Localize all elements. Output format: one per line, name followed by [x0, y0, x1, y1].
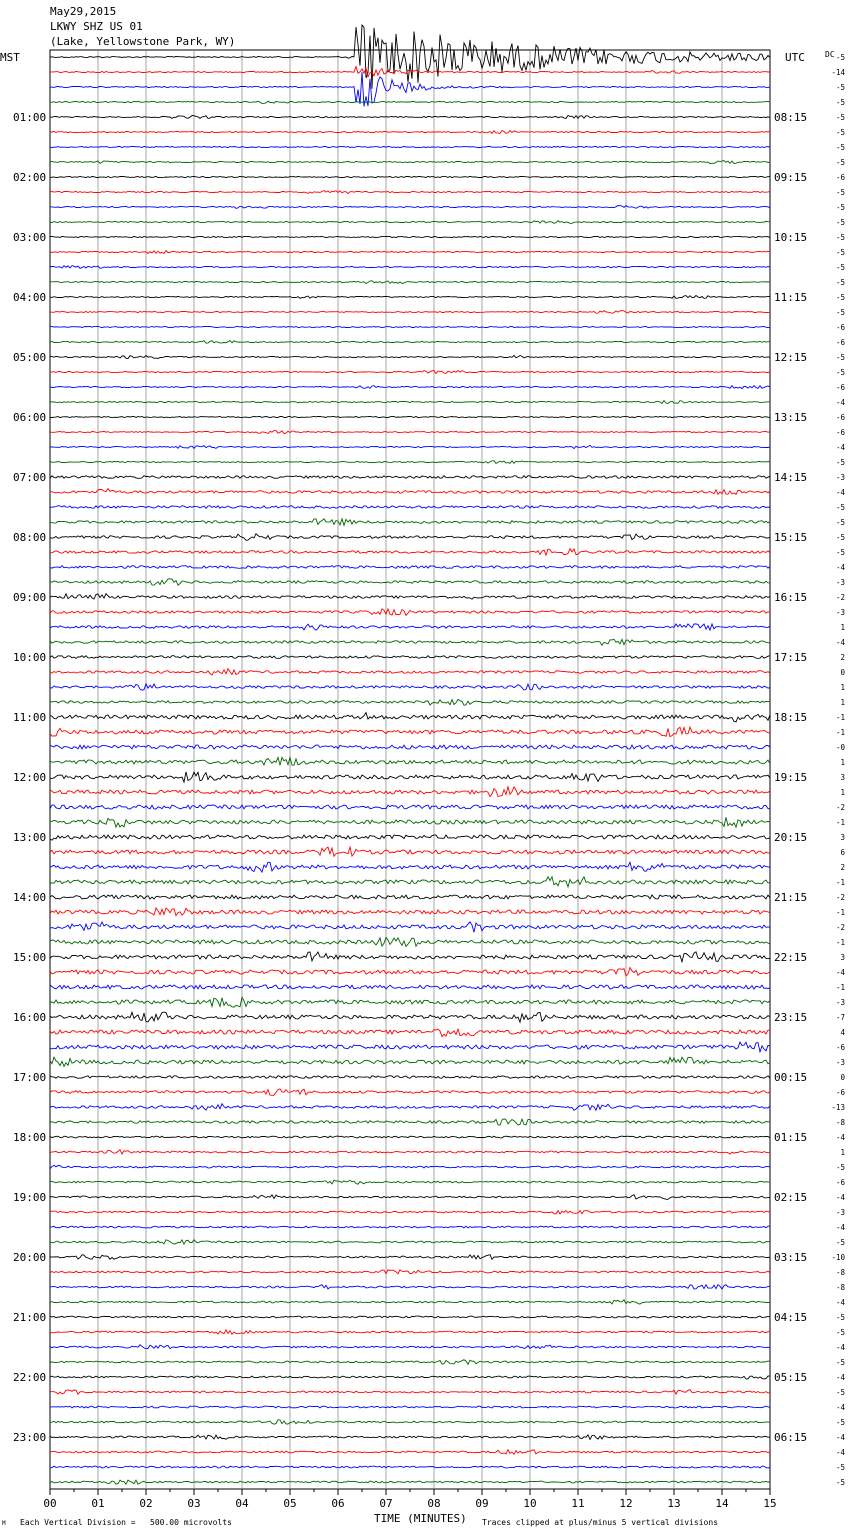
seismic-trace — [50, 624, 770, 630]
seismic-trace — [50, 594, 770, 600]
x-tick-label: 04 — [235, 1497, 249, 1510]
seismic-trace — [50, 67, 770, 77]
dc-offset-label: -5 — [835, 368, 845, 377]
seismic-trace — [50, 772, 770, 782]
seismic-trace — [50, 1450, 770, 1455]
dc-offset-label: -5 — [835, 263, 845, 272]
dc-offset-label: 1 — [840, 698, 845, 707]
dc-offset-label: -5 — [835, 203, 845, 212]
dc-offset-label: 1 — [840, 788, 845, 797]
dc-offset-label: -4 — [835, 638, 845, 647]
right-hour-label: 22:15 — [774, 951, 808, 964]
seismic-trace — [50, 817, 770, 827]
dc-offset-label: -3 — [835, 473, 845, 482]
seismic-trace — [50, 401, 770, 404]
seismic-trace — [50, 1390, 770, 1394]
dc-offset-label: -5 — [835, 1478, 845, 1487]
dc-offset-label: -2 — [835, 893, 845, 902]
seismic-trace — [50, 519, 770, 526]
dc-offset-label: -4 — [835, 398, 845, 407]
dc-offset-label: -6 — [835, 383, 845, 392]
seismic-trace — [50, 221, 770, 224]
dc-offset-label: -6 — [835, 173, 845, 182]
right-hour-label: 04:15 — [774, 1311, 808, 1324]
dc-offset-label: -4 — [835, 1403, 845, 1412]
seismic-trace — [50, 997, 770, 1007]
seismic-trace — [50, 1057, 770, 1066]
seismic-trace — [50, 985, 770, 989]
dc-offset-label: -5 — [835, 458, 845, 467]
seismic-trace — [50, 1136, 770, 1138]
right-hour-label: 03:15 — [774, 1251, 808, 1264]
dc-offset-label: -4 — [835, 1298, 845, 1307]
seismic-trace — [50, 835, 770, 840]
left-hour-label: 23:00 — [13, 1431, 47, 1444]
dc-offset-label: -2 — [835, 923, 845, 932]
x-tick-label: 14 — [715, 1497, 729, 1510]
right-hour-label: 15:15 — [774, 531, 808, 544]
left-hour-label: 02:00 — [13, 171, 47, 184]
dc-offset-label: -1 — [835, 983, 845, 992]
dc-offset-label: -10 — [831, 1253, 845, 1262]
seismic-trace — [50, 847, 770, 856]
seismic-trace — [50, 566, 770, 569]
right-hour-label: 06:15 — [774, 1431, 808, 1444]
dc-offset-label: -5 — [835, 278, 845, 287]
left-hour-label: 20:00 — [13, 1251, 47, 1264]
dc-offset-label: -5 — [835, 503, 845, 512]
seismic-trace — [50, 1195, 770, 1200]
dc-offset-label: -4 — [835, 1343, 845, 1352]
dc-offset-label: -1 — [835, 908, 845, 917]
seismic-trace — [50, 371, 770, 374]
dc-offset-label: -5 — [835, 1328, 845, 1337]
x-tick-label: 03 — [187, 1497, 201, 1510]
clip-note: Traces clipped at plus/minus 5 vertical divisions — [482, 1518, 719, 1527]
x-tick-label: 12 — [619, 1497, 633, 1510]
dc-offset-label: -5 — [835, 1358, 845, 1367]
seismic-trace — [50, 922, 770, 932]
dc-offset-label: 0 — [840, 668, 845, 677]
seismic-trace — [50, 1042, 770, 1052]
seismic-trace — [50, 1089, 770, 1095]
left-hour-label: 16:00 — [13, 1011, 47, 1024]
dc-offset-label: -1 — [835, 713, 845, 722]
right-hour-label: 20:15 — [774, 831, 808, 844]
seismic-trace — [50, 757, 770, 765]
seismic-trace — [50, 805, 770, 809]
x-tick-label: 00 — [43, 1497, 57, 1510]
x-tick-label: 01 — [91, 1497, 105, 1510]
dc-offset-label: -4 — [835, 488, 845, 497]
dc-offset-label: -5 — [835, 248, 845, 257]
dc-offset-label: -4 — [835, 968, 845, 977]
x-tick-label: 09 — [475, 1497, 489, 1510]
right-hour-label: 13:15 — [774, 411, 808, 424]
dc-offset-label: -5 — [835, 533, 845, 542]
x-tick-label: 02 — [139, 1497, 153, 1510]
dc-offset-label: -6 — [835, 428, 845, 437]
seismic-trace — [50, 1255, 770, 1260]
seismic-trace — [50, 1345, 770, 1349]
dc-offset-label: -4 — [835, 1448, 845, 1457]
left-hour-label: 18:00 — [13, 1131, 47, 1144]
left-hour-label: 14:00 — [13, 891, 47, 904]
seismic-trace — [50, 787, 770, 797]
right-hour-label: 05:15 — [774, 1371, 808, 1384]
x-tick-label: 06 — [331, 1497, 345, 1510]
dc-offset-label: -5 — [835, 83, 845, 92]
dc-offset-label: -5 — [835, 233, 845, 242]
x-tick-label: 07 — [379, 1497, 393, 1510]
seismic-trace — [50, 727, 770, 737]
dc-offset-label: -3 — [835, 1058, 845, 1067]
right-hour-label: 16:15 — [774, 591, 808, 604]
seismic-trace — [50, 937, 770, 946]
seismic-trace — [50, 1180, 770, 1184]
seismic-trace — [50, 416, 770, 417]
seismic-trace — [50, 236, 770, 237]
x-axis-title: TIME (MINUTES) — [374, 1512, 467, 1525]
dc-offset-label: 4 — [840, 1028, 845, 1037]
seismic-trace — [50, 1119, 770, 1125]
dc-offset-label: -5 — [835, 98, 845, 107]
dc-offset-label: -4 — [835, 1373, 845, 1382]
dc-offset-label: -6 — [835, 338, 845, 347]
seismic-trace — [50, 326, 770, 327]
seismic-trace — [50, 968, 770, 977]
right-hour-label: 00:15 — [774, 1071, 808, 1084]
seismic-trace — [50, 1330, 770, 1335]
seismic-trace — [50, 266, 770, 269]
seismic-trace — [50, 386, 770, 389]
dc-offset-label: -8 — [835, 1283, 845, 1292]
left-hour-label: 19:00 — [13, 1191, 47, 1204]
dc-offset-label: -3 — [835, 998, 845, 1007]
seismic-trace — [50, 1226, 770, 1228]
dc-offset-label: -4 — [835, 563, 845, 572]
dc-offset-label: -5 — [835, 188, 845, 197]
dc-offset-label: -5 — [835, 158, 845, 167]
right-hour-label: 23:15 — [774, 1011, 808, 1024]
dc-offset-label: -5 — [835, 218, 845, 227]
dc-offset-label: -5 — [835, 128, 845, 137]
dc-offset-label: -5 — [835, 1313, 845, 1322]
header-station: LKWY SHZ US 01 — [50, 20, 143, 33]
seismic-trace — [50, 609, 770, 616]
seismic-trace — [50, 534, 770, 541]
seismic-trace — [50, 1300, 770, 1304]
right-timezone-label: UTC — [785, 51, 805, 64]
seismic-trace — [50, 25, 770, 89]
dc-offset-label: 1 — [840, 623, 845, 632]
seismic-trace — [50, 1360, 770, 1365]
right-hour-label: 02:15 — [774, 1191, 808, 1204]
seismic-trace — [50, 684, 770, 690]
seismic-trace — [50, 311, 770, 314]
left-hour-label: 08:00 — [13, 531, 47, 544]
left-hour-label: 11:00 — [13, 711, 47, 724]
left-hour-label: 06:00 — [13, 411, 47, 424]
seismic-trace — [50, 1270, 770, 1274]
seismic-trace — [50, 1466, 770, 1468]
seismic-trace — [50, 1012, 770, 1022]
seismic-trace — [50, 1285, 770, 1289]
left-hour-label: 22:00 — [13, 1371, 47, 1384]
dc-offset-label: -5 — [835, 1163, 845, 1172]
dc-offset-label: -5 — [835, 113, 845, 122]
scale-note: Each Vertical Division = 500.00 microvolts — [20, 1518, 232, 1527]
seismic-trace — [50, 131, 770, 134]
seismic-trace — [50, 461, 770, 464]
dc-offset-label: 6 — [840, 848, 845, 857]
dc-offset-label: -13 — [831, 1103, 845, 1112]
dc-offset-label: -2 — [835, 593, 845, 602]
left-hour-label: 09:00 — [13, 591, 47, 604]
dc-offset-label: -5 — [835, 1418, 845, 1427]
dc-offset-label: -5 — [835, 518, 845, 527]
seismic-trace — [50, 745, 770, 749]
right-hour-label: 11:15 — [774, 291, 808, 304]
dc-offset-label: -4 — [835, 1193, 845, 1202]
seismic-trace — [50, 355, 770, 358]
dc-offset-label: -2 — [835, 803, 845, 812]
seismic-trace — [50, 281, 770, 284]
x-tick-label: 08 — [427, 1497, 441, 1510]
seismic-trace — [50, 908, 770, 916]
dc-offset-label: -5 — [835, 1238, 845, 1247]
dc-offset-label: -5 — [835, 143, 845, 152]
left-hour-label: 10:00 — [13, 651, 47, 664]
x-tick-label: 13 — [667, 1497, 681, 1510]
seismic-trace — [50, 206, 770, 209]
seismic-trace — [50, 1376, 770, 1379]
seismic-trace — [50, 1435, 770, 1440]
dc-offset-label: -8 — [835, 1118, 845, 1127]
seismic-trace — [50, 431, 770, 434]
dc-offset-label: 1 — [840, 1148, 845, 1157]
left-timezone-label: MST — [0, 51, 20, 64]
dc-offset-label: -3 — [835, 608, 845, 617]
dc-offset-label: 2 — [840, 863, 845, 872]
seismic-trace — [50, 296, 770, 299]
x-tick-label: 11 — [571, 1497, 585, 1510]
dc-offset-label: -3 — [835, 578, 845, 587]
dc-offset-label: -5 — [835, 1463, 845, 1472]
dc-offset-label: -4 — [835, 1433, 845, 1442]
seismic-trace — [50, 1420, 770, 1424]
right-hour-label: 12:15 — [774, 351, 808, 364]
dc-offset-label: -6 — [835, 1088, 845, 1097]
dc-offset-label: -5 — [835, 1388, 845, 1397]
header-location: (Lake, Yellowstone Park, WY) — [50, 35, 236, 48]
right-hour-label: 01:15 — [774, 1131, 808, 1144]
x-tick-label: 15 — [763, 1497, 777, 1510]
seismic-trace — [50, 146, 770, 147]
left-hour-label: 17:00 — [13, 1071, 47, 1084]
dc-offset-label: 2 — [840, 653, 845, 662]
left-hour-label: 05:00 — [13, 351, 47, 364]
x-tick-label: 10 — [523, 1497, 537, 1510]
seismic-trace — [50, 1211, 770, 1215]
seismic-trace — [50, 862, 770, 872]
left-hour-label: 04:00 — [13, 291, 47, 304]
seismic-trace — [50, 1316, 770, 1318]
dc-offset-label: -5 — [835, 308, 845, 317]
seismic-trace — [50, 1104, 770, 1111]
dc-offset-label: -5 — [835, 548, 845, 557]
seismic-trace — [50, 476, 770, 479]
x-tick-label: 05 — [283, 1497, 297, 1510]
left-hour-label: 01:00 — [13, 111, 47, 124]
dc-offset-label: 0 — [840, 1073, 845, 1082]
right-hour-label: 19:15 — [774, 771, 808, 784]
seismic-trace — [50, 579, 770, 586]
dc-offset-label: -4 — [835, 443, 845, 452]
right-hour-label: 08:15 — [774, 111, 808, 124]
right-hour-label: 10:15 — [774, 231, 808, 244]
seismic-trace — [50, 161, 770, 164]
seismic-trace — [50, 176, 770, 177]
seismic-trace — [50, 549, 770, 556]
dc-offset-label: -5 — [835, 53, 845, 62]
left-hour-label: 13:00 — [13, 831, 47, 844]
dc-offset-label: -6 — [835, 323, 845, 332]
dc-offset-label: -5 — [835, 353, 845, 362]
left-hour-label: 12:00 — [13, 771, 47, 784]
dc-label: DC — [825, 50, 835, 59]
corner-mark: M — [2, 1520, 6, 1527]
dc-offset-label: -14 — [831, 68, 845, 77]
seismic-trace — [50, 877, 770, 887]
seismic-trace — [50, 1406, 770, 1408]
dc-offset-label: -8 — [835, 1268, 845, 1277]
dc-offset-label: -7 — [835, 1013, 845, 1022]
dc-offset-label: -4 — [835, 1133, 845, 1142]
dc-offset-label: -6 — [835, 1178, 845, 1187]
dc-offset-label: -5 — [835, 293, 845, 302]
dc-offset-label: 1 — [840, 758, 845, 767]
dc-offset-label: -1 — [835, 878, 845, 887]
right-hour-label: 18:15 — [774, 711, 808, 724]
seismic-trace — [50, 1029, 770, 1037]
seismic-trace — [50, 1076, 770, 1079]
right-hour-label: 14:15 — [774, 471, 808, 484]
dc-offset-label: -6 — [835, 413, 845, 422]
seismic-trace — [50, 1240, 770, 1245]
header-date: May29,2015 — [50, 5, 117, 18]
right-hour-label: 21:15 — [774, 891, 808, 904]
seismic-trace — [50, 101, 770, 103]
seismic-trace — [50, 952, 770, 962]
seismic-trace — [50, 341, 770, 344]
seismic-trace — [50, 1480, 770, 1484]
dc-offset-label: 3 — [840, 773, 845, 782]
seismic-trace — [50, 639, 770, 645]
dc-offset-label: -4 — [835, 1223, 845, 1232]
seismic-trace — [50, 669, 770, 675]
dc-offset-label: -0 — [835, 743, 845, 752]
dc-offset-label: -1 — [835, 728, 845, 737]
seismic-trace — [50, 1165, 770, 1168]
seismic-trace — [50, 506, 770, 509]
dc-offset-label: 3 — [840, 953, 845, 962]
left-hour-label: 07:00 — [13, 471, 47, 484]
seismic-trace — [50, 72, 770, 106]
seismic-trace — [50, 116, 770, 119]
left-hour-label: 15:00 — [13, 951, 47, 964]
dc-offset-label: -1 — [835, 938, 845, 947]
seismic-trace — [50, 489, 770, 495]
seismic-trace — [50, 713, 770, 722]
seismic-trace — [50, 1150, 770, 1155]
seismic-trace — [50, 191, 770, 194]
left-hour-label: 03:00 — [13, 231, 47, 244]
seismic-trace — [50, 656, 770, 659]
dc-offset-label: -1 — [835, 818, 845, 827]
right-hour-label: 17:15 — [774, 651, 808, 664]
seismic-trace — [50, 895, 770, 899]
right-hour-label: 09:15 — [774, 171, 808, 184]
dc-offset-label: -3 — [835, 1208, 845, 1217]
seismic-trace — [50, 445, 770, 448]
dc-offset-label: 3 — [840, 833, 845, 842]
seismic-trace — [50, 251, 770, 254]
dc-offset-label: -6 — [835, 1043, 845, 1052]
dc-offset-label: 1 — [840, 683, 845, 692]
seismic-trace — [50, 699, 770, 705]
left-hour-label: 21:00 — [13, 1311, 47, 1324]
